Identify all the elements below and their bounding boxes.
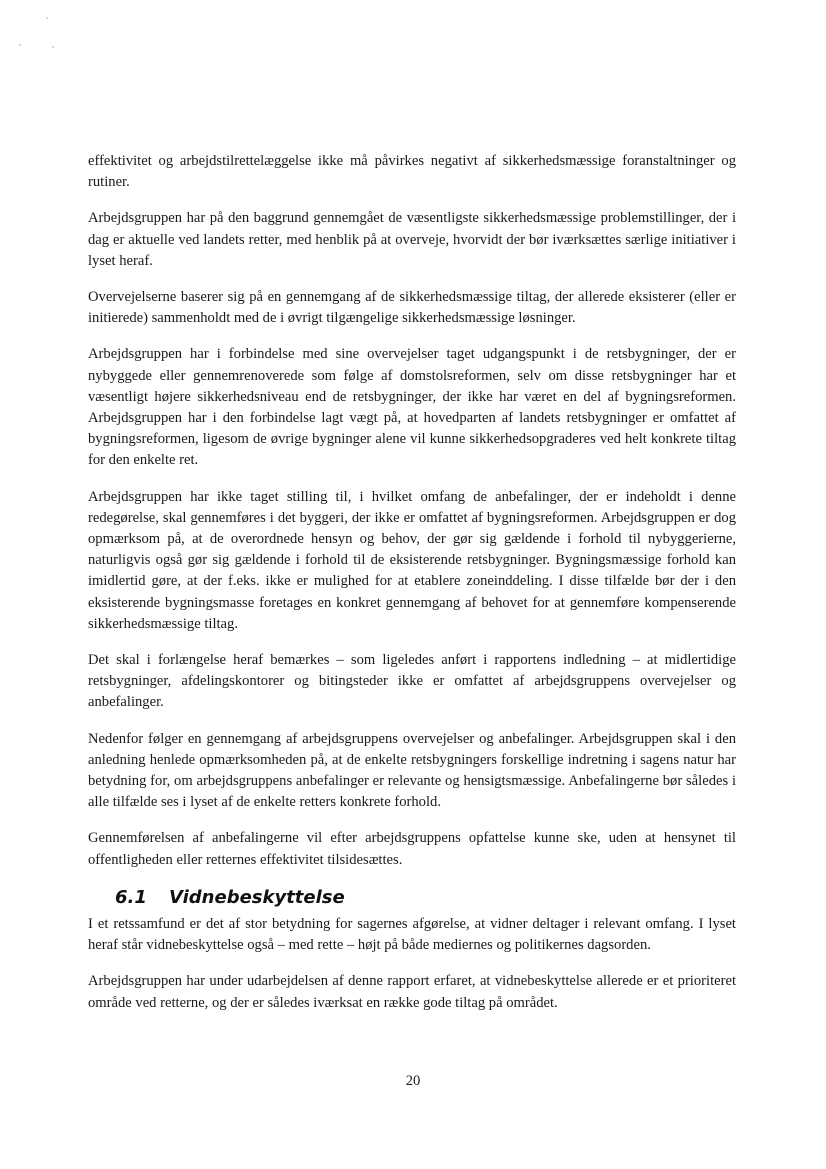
paragraph: Det skal i forlængelse heraf bemærkes – som ligeledes anført i rapportens indledning – at midlertidige retsbygninger, afdelingskontorer og bitingsteder ikke er omfattet af arbejdsgruppens overvejelser og anbefalinger. xyxy=(88,652,736,711)
body-text xyxy=(88,151,736,1029)
section-number: 6.1 xyxy=(115,886,147,908)
paragraph: Nedenfor følger en gennemgang af arbejdsgruppens overvejelser og anbefalinger. Arbejdsgruppen skal i den anledning henlede opmærksomheden på, at de enkelte retsbygningers forskellige indretning i sagens natur har betydning for, om arbejdsgruppens anbefalinger er relevante og hensigtsmæssige. Anbefalingerne bør således i alle tilfælde ses i lyset af de enkelte retters konkrete forhold. xyxy=(88,730,736,811)
paragraph: Arbejdsgruppen har ikke taget stilling til, i hvilket omfang de anbefalinger, der er indeholdt i denne redegørelse, skal gennemføres i det byggeri, der ikke er omfattet af bygningsreformen. Arbejdsgruppen er dog opmærksom på, at de overordnede hensyn og behov, der gør sig gældende i forhold til nybyggerierne, naturligvis også gør sig gældende i forhold til de eksisterende retsbygninger. Bygningsmæssige forhold kan imidlertid gøre, at der f.eks. ikke er mulighed for at etablere zoneinddeling. I disse tilfælde bør der i den eksisterende bygningsmasse foretages en konkret gennemgang af behovet for at gennemføre kompenserende sikkerhedsmæssige tiltag. xyxy=(88,488,736,632)
section-heading xyxy=(88,886,736,910)
paragraph: Gennemførelsen af anbefalingerne vil efter arbejdsgruppens opfattelse kunne ske, uden at hensynet til offentligheden eller retternes effektivitet tilsidesættes. xyxy=(88,830,736,868)
paragraph: Overvejelserne baserer sig på en gennemgang af de sikkerhedsmæssige tiltag, der allerede eksisterer (eller er initierede) sammenholdt med de i øvrigt tilgængelige sikkerhedsmæssige løsninger. xyxy=(88,289,736,327)
scan-speck xyxy=(19,44,21,46)
paragraph: I et retssamfund er det af stor betydning for sagernes afgørelse, at vidner deltager i relevant omfang. I lyset heraf står vidnebeskyttelse også – med rette – højt på både mediernes og politikernes dagsorden. xyxy=(88,915,736,954)
section-title: Vidnebeskyttelse xyxy=(169,886,345,908)
scan-speck xyxy=(52,46,54,48)
paragraph: Arbejdsgruppen har under udarbejdelsen af denne rapport erfaret, at vidnebeskyttelse allerede er et prioriteret område ved retterne, og der er således iværksat en række gode tiltag på området. xyxy=(88,973,736,1011)
scan-speck xyxy=(46,17,48,19)
paragraph: Arbejdsgruppen har i forbindelse med sine overvejelser taget udgangspunkt i de retsbygninger, der er nybyggede eller gennemrenoverede som følge af domstolsreformen, selv om disse retsbygninger har et væsentligt højere sikkerhedsniveau end de retsbygninger, der ikke har været en del af bygningsreformen. Arbejdsgruppen har i den forbindelse lagt vægt på, at hovedparten af landets retsbygninger er omfattet af bygningsreformen, ligesom de øvrige bygninger alene vil kunne sikkerhedsopgraderes ved helt konkrete tiltag for den enkelte ret. xyxy=(88,346,736,469)
page-number: 20 xyxy=(405,1073,421,1089)
paragraph: effektivitet og arbejdstilrettelæggelse ikke må påvirkes negativt af sikkerhedsmæssige foranstaltninger og rutiner. xyxy=(88,153,736,191)
paragraph: Arbejdsgruppen har på den baggrund gennemgået de væsentligste sikkerhedsmæssige problemstillinger, der i dag er aktuelle ved landets retter, med henblik på at overveje, hvorvidt der bør iværksættes særlige initiativer i lyset heraf. xyxy=(88,210,736,269)
